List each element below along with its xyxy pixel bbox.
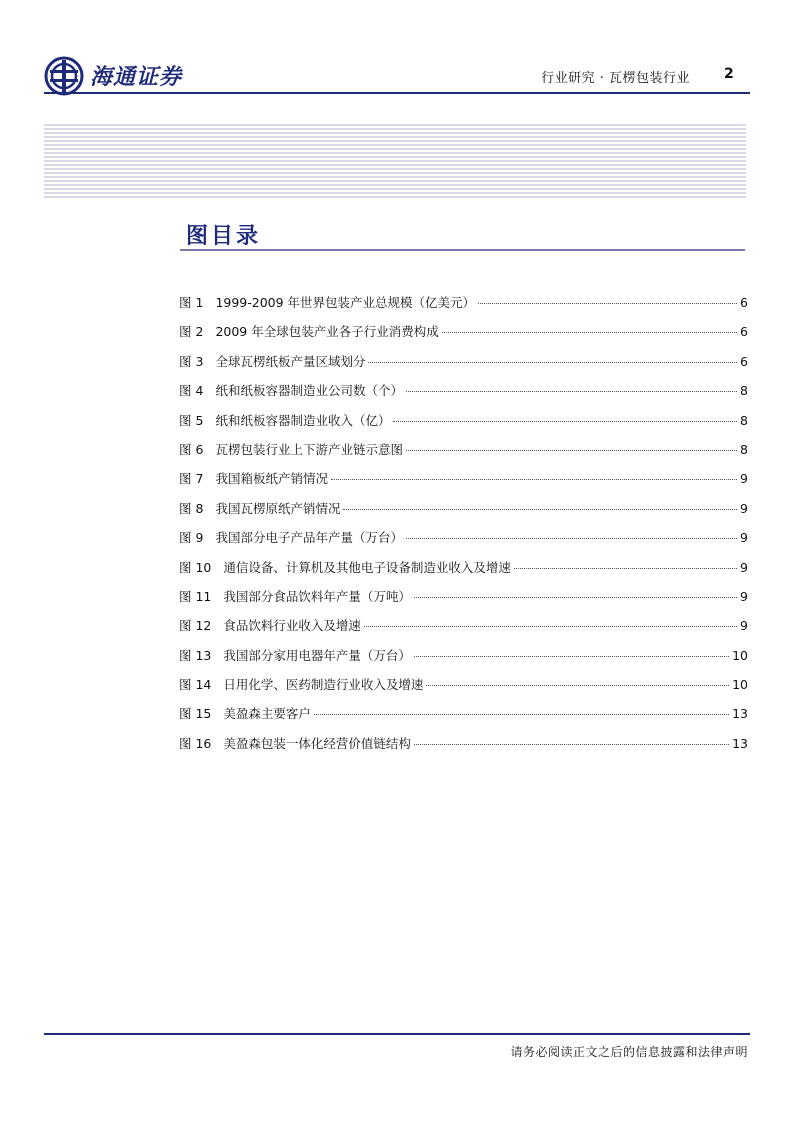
toc-leader-dots xyxy=(406,390,737,392)
toc-entry-title: 日用化学、医药制造行业收入及增速 xyxy=(223,677,424,693)
toc-entry-page: 10 xyxy=(732,647,748,663)
toc-entry-number: 图 6 xyxy=(179,441,204,457)
toc-entry-page: 13 xyxy=(732,735,748,751)
toc-entry-page: 8 xyxy=(740,412,748,428)
toc-entry-page: 9 xyxy=(740,500,748,516)
toc-leader-dots xyxy=(331,478,737,480)
toc-entry[interactable] xyxy=(179,528,748,557)
toc-leader-dots xyxy=(442,331,737,333)
toc-leader-dots xyxy=(314,713,729,715)
toc-entry-page: 9 xyxy=(740,471,748,487)
footer-divider xyxy=(44,1033,750,1035)
toc-entry-number: 图 8 xyxy=(179,500,204,516)
toc-entry-number: 图 4 xyxy=(179,383,204,399)
header-section-title: 行业研究 · 瓦楞包装行业 xyxy=(541,71,690,86)
toc-entry-title: 全球瓦楞纸板产量区域划分 xyxy=(215,353,366,369)
toc-entry-page: 9 xyxy=(740,618,748,634)
toc-entry-title: 瓦楞包装行业上下游产业链示意图 xyxy=(215,441,403,457)
toc-entry-page: 13 xyxy=(732,706,748,722)
toc-leader-dots xyxy=(414,743,729,745)
toc-entry-number: 图 9 xyxy=(179,530,204,546)
toc-entry-page: 9 xyxy=(740,530,748,546)
toc-entry-title: 我国部分家用电器年产量（万台） xyxy=(223,647,411,663)
toc-entry-page: 8 xyxy=(740,383,748,399)
haitong-logo-icon xyxy=(44,56,84,96)
toc-leader-dots xyxy=(426,684,729,686)
toc-entry-title: 我国箱板纸产销情况 xyxy=(215,471,328,487)
toc-leader-dots xyxy=(414,596,737,598)
toc-entry[interactable] xyxy=(179,558,748,587)
toc-entry-number: 图 13 xyxy=(179,647,212,663)
toc-entry-page: 9 xyxy=(740,588,748,604)
toc-entry[interactable] xyxy=(179,499,748,528)
toc-leader-dots xyxy=(343,508,737,510)
toc-entry-page: 9 xyxy=(740,559,748,575)
toc-entry-number: 图 7 xyxy=(179,471,204,487)
toc-leader-dots xyxy=(406,537,737,539)
toc-entry-title: 1999-2009 年世界包装产业总规模（亿美元） xyxy=(215,295,476,310)
toc-entry-page: 6 xyxy=(740,324,748,340)
toc-entry[interactable] xyxy=(179,616,748,645)
toc-leader-dots xyxy=(478,302,737,304)
header-divider xyxy=(44,92,750,94)
toc-entry-title: 我国瓦楞原纸产销情况 xyxy=(215,500,341,516)
toc-title: 图目录 xyxy=(186,224,262,249)
toc-entry-title: 纸和纸板容器制造业收入（亿） xyxy=(215,412,391,428)
toc-leader-dots xyxy=(406,449,737,451)
toc-entry-title: 2009 年全球包装产业各子行业消费构成 xyxy=(215,324,439,340)
toc-entry-number: 图 11 xyxy=(179,588,212,604)
toc-entry[interactable] xyxy=(179,675,748,704)
brand-name: 海通证券 xyxy=(90,64,183,90)
footer-disclaimer: 请务必阅读正文之后的信息披露和法律声明 xyxy=(510,1045,748,1059)
toc-entry[interactable] xyxy=(179,381,748,410)
toc-entry[interactable] xyxy=(179,352,748,381)
toc-entry-title: 我国部分食品饮料年产量（万吨） xyxy=(223,588,411,604)
toc-leader-dots xyxy=(393,420,737,422)
toc-entry[interactable] xyxy=(179,646,748,675)
toc-entry-page: 10 xyxy=(732,677,748,693)
toc-leader-dots xyxy=(368,361,737,363)
toc-entry-title: 美盈森包装一体化经营价值链结构 xyxy=(223,735,411,751)
toc-entry-number: 图 15 xyxy=(179,706,212,722)
toc-entry-number: 图 14 xyxy=(179,677,212,693)
toc-entry[interactable] xyxy=(179,440,748,469)
toc-entry-number: 图 1 xyxy=(179,295,204,310)
toc-entry-number: 图 2 xyxy=(179,324,204,340)
toc-entry[interactable] xyxy=(179,587,748,616)
toc-leader-dots xyxy=(514,567,737,569)
toc-entry[interactable] xyxy=(179,411,748,440)
toc-entry[interactable] xyxy=(179,469,748,498)
toc-entry-title: 食品饮料行业收入及增速 xyxy=(223,618,361,634)
toc-entry[interactable] xyxy=(179,704,748,733)
toc-entry-title: 我国部分电子产品年产量（万台） xyxy=(215,530,403,546)
toc-entry-title: 通信设备、计算机及其他电子设备制造业收入及增速 xyxy=(223,559,511,575)
toc-leader-dots xyxy=(364,625,737,627)
toc-title-divider xyxy=(180,249,745,251)
toc-entry-number: 图 12 xyxy=(179,618,212,634)
toc-entry[interactable] xyxy=(179,322,748,351)
toc-entry-number: 图 16 xyxy=(179,735,212,751)
decorative-banner xyxy=(44,124,746,200)
toc-entry-title: 纸和纸板容器制造业公司数（个） xyxy=(215,383,403,399)
toc-entry-page: 6 xyxy=(740,353,748,369)
toc-entry-page: 6 xyxy=(740,295,748,310)
figure-toc-list xyxy=(179,293,748,763)
page-number: 2 xyxy=(724,66,734,82)
toc-entry-page: 8 xyxy=(740,441,748,457)
toc-leader-dots xyxy=(414,655,729,657)
toc-entry-number: 图 3 xyxy=(179,353,204,369)
toc-entry-number: 图 5 xyxy=(179,412,204,428)
toc-entry[interactable] xyxy=(179,734,748,763)
toc-entry-number: 图 10 xyxy=(179,559,212,575)
toc-entry[interactable] xyxy=(179,293,748,322)
toc-entry-title: 美盈森主要客户 xyxy=(223,706,311,722)
